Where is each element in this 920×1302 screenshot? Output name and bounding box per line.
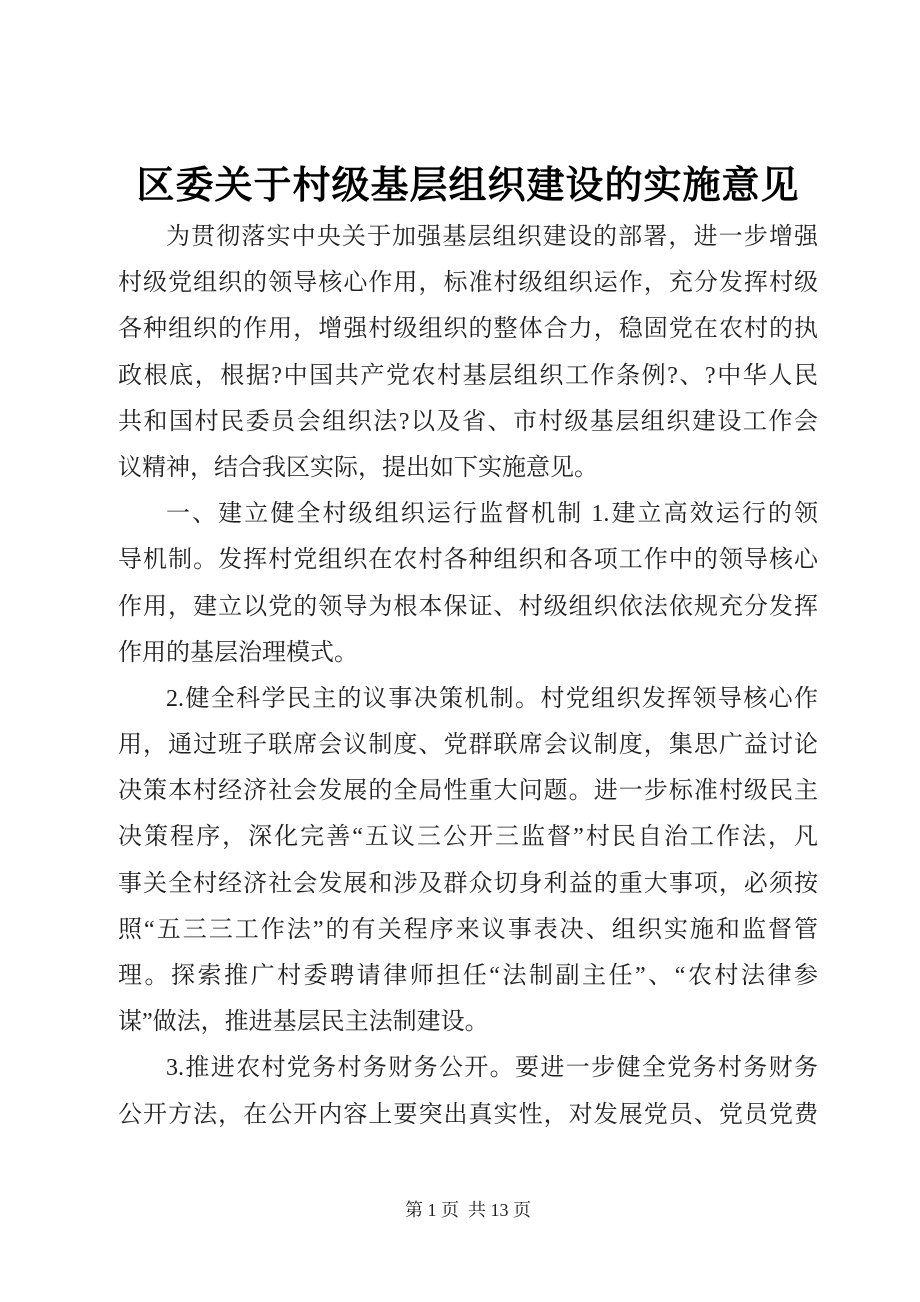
body-line: 公开方法，在公开内容上要突出真实性，对发展党员、党员党费 <box>118 1101 818 1128</box>
body-line: 村级党组织的领导核心作用，标准村级组织运作，充分发挥村级 <box>118 270 818 297</box>
body-line: 政根底，根据?中国共产党农村基层组织工作条例?、?中华人民 <box>118 362 818 389</box>
body-line: 作用的基层治理模式。 <box>118 639 358 666</box>
paragraph <box>118 676 818 1046</box>
body-line: 2.健全科学民主的议事决策机制。村党组织发挥领导核心作 <box>166 685 818 712</box>
paragraph <box>118 214 818 491</box>
body-line: 作用，建立以党的领导为根本保证、村级组织依法依规充分发挥 <box>118 593 818 620</box>
document-title: 区委关于村级基层组织建设的实施意见 <box>136 165 800 207</box>
body-line: 事关全村经济社会发展和涉及群众切身利益的重大事项，必须按 <box>118 870 818 897</box>
paragraph <box>118 1045 818 1137</box>
body-line: 理。探索推广村委聘请律师担任“法制副主任”、“农村法律参 <box>118 963 818 989</box>
body-line: 各种组织的作用，增强村级组织的整体合力，稳固党在农村的执 <box>118 316 818 343</box>
body-line: 一、建立健全村级组织运行监督机制 1.建立高效运行的领 <box>166 501 818 528</box>
body-line: 谋”做法，推进基层民主法制建设。 <box>118 1009 489 1036</box>
paragraph <box>118 491 818 676</box>
body-line: 决策程序，深化完善“五议三公开三监督”村民自治工作法，凡 <box>118 824 818 851</box>
body-line: 用，通过班子联席会议制度、党群联席会议制度，集思广益讨论 <box>118 732 818 759</box>
body-line: 共和国村民委员会组织法?以及省、市村级基层组织建设工作会 <box>118 408 818 435</box>
body-line: 决策本村经济社会发展的全局性重大问题。进一步标准村级民主 <box>118 778 818 805</box>
body-line: 为贯彻落实中央关于加强基层组织建设的部署，进一步增强 <box>166 224 818 250</box>
body-line: 3.推进农村党务村务财务公开。要进一步健全党务村务财务 <box>166 1055 818 1082</box>
body-line: 导机制。发挥村党组织在农村各种组织和各项工作中的领导核心 <box>118 547 818 574</box>
body-line: 照“五三三工作法”的有关程序来议事表决、组织实施和监督管 <box>118 916 818 943</box>
body-line: 议精神，结合我区实际，提出如下实施意见。 <box>118 454 598 481</box>
document-body <box>118 214 818 1138</box>
page-footer: 第 1 页 共 13 页 <box>405 1200 531 1220</box>
